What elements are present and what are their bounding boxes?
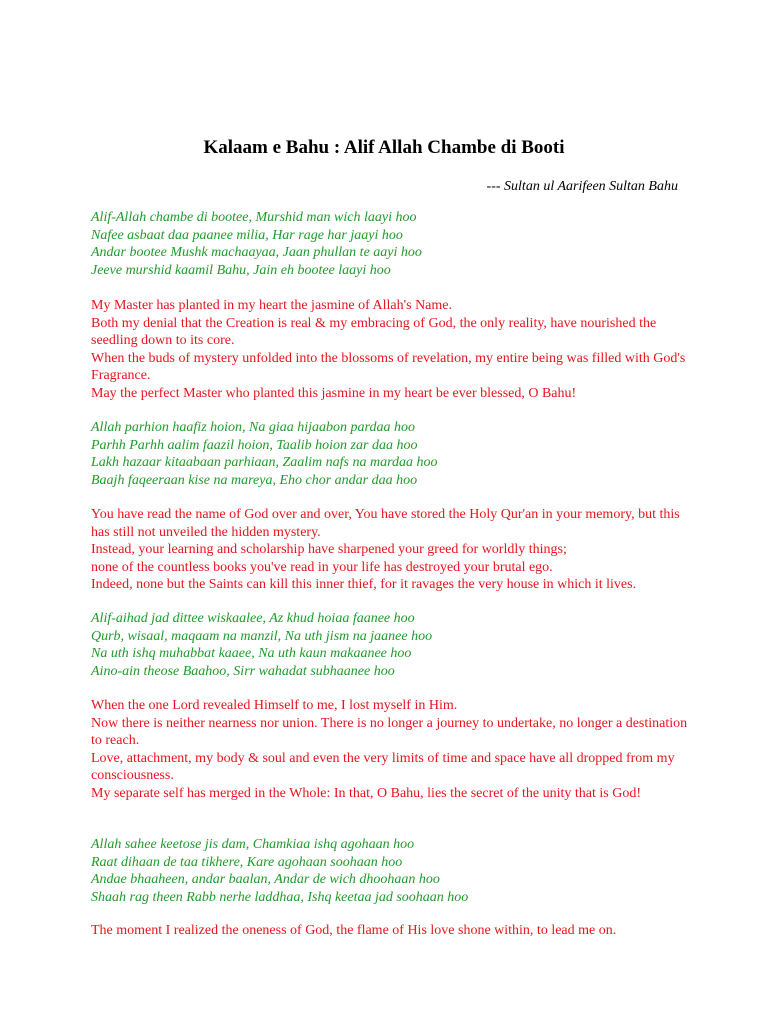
page-title: Kalaam e Bahu : Alif Allah Chambe di Booti — [203, 137, 565, 158]
translation-line: The moment I realized the oneness of God, the flame of His love shone within, to lead me on. — [91, 923, 617, 938]
verse-line: Allah sahee keetose jis dam, Chamkiaa ishq agohaan hoo — [91, 837, 415, 852]
verse-line: Nafee asbaat daa paanee milia, Har rage har jaayi hoo — [91, 227, 403, 243]
translation-paragraph-4 — [91, 922, 691, 940]
translation-line: May the perfect Master who planted this jasmine in my heart be ever blessed, O Bahu! — [91, 385, 577, 401]
verse-stanza-1 — [91, 209, 691, 279]
translation-paragraph-1 — [91, 297, 691, 402]
translation-line: My separate self has merged in the Whole: In that, O Bahu, lies the secret of the unity that is God! — [91, 785, 642, 801]
verse-stanza-3 — [91, 610, 691, 680]
translation-line: none of the countless books you've read in your life has destroyed your brutal ego. — [91, 559, 553, 575]
verse-line: Alif-Allah chambe di bootee, Murshid man wich laayi hoo — [91, 210, 417, 225]
verse-line: Jeeve murshid kaamil Bahu, Jain eh bootee laayi hoo — [91, 262, 391, 278]
verse-line: Shaah rag theen Rabb nerhe laddhaa, Ishq keetaa jad soohaan hoo — [91, 889, 469, 905]
verse-line: Na uth ishq muhabbat kaaee, Na uth kaun makaanee hoo — [91, 646, 412, 661]
verse-line: Andar bootee Mushk machaayaa, Jaan phullan te aayi hoo — [91, 245, 422, 260]
verse-line: Raat dihaan de taa tikhere, Kare agohaan soohaan hoo — [91, 854, 403, 870]
translation-line: Love, attachment, my body & soul and even the very limits of time and space have all dropped from my consciousness. — [91, 750, 675, 783]
translation-line: Both my denial that the Creation is real & my embracing of God, the only reality, have nourished the seedling down to its core. — [91, 315, 657, 348]
verse-line: Alif-aihad jad dittee wiskaalee, Az khud hoiaa faanee hoo — [91, 611, 415, 626]
verse-line: Andae bhaaheen, andar baalan, Andar de wich dhoohaan hoo — [91, 872, 440, 887]
verse-line: Allah parhion haafiz hoion, Na giaa hijaabon pardaa hoo — [91, 420, 415, 435]
translation-line: You have read the name of God over and over, You have stored the Holy Qur'an in your memory, but this has still not unveiled the hidden mystery. — [91, 507, 680, 540]
translation-paragraph-3 — [91, 697, 691, 802]
verse-line: Baajh faqeeraan kise na mareya, Eho chor andar daa hoo — [91, 472, 418, 488]
translation-line: My Master has planted in my heart the jasmine of Allah's Name. — [91, 298, 452, 313]
translation-paragraph-2 — [91, 506, 691, 594]
verse-line: Qurb, wisaal, maqaam na manzil, Na uth jism na jaanee hoo — [91, 628, 433, 644]
verse-line: Lakh hazaar kitaabaan parhiaan, Zaalim nafs na mardaa hoo — [91, 455, 438, 470]
verse-line: Aino-ain theose Baahoo, Sirr wahadat subhaanee hoo — [91, 663, 395, 679]
translation-line: Indeed, none but the Saints can kill this inner thief, for it ravages the very house in which it lives. — [91, 577, 637, 592]
translation-line: Instead, your learning and scholarship have sharpened your greed for worldly things; — [91, 542, 567, 557]
translation-line: When the one Lord revealed Himself to me, I lost myself in Him. — [91, 698, 458, 713]
translation-line: When the buds of mystery unfolded into the blossoms of revelation, my entire being was filled with God's Fragrance. — [91, 350, 686, 383]
translation-line: Now there is neither nearness nor union. There is no longer a journey to undertake, no longer a destination to reach. — [91, 715, 688, 748]
verse-line: Parhh Parhh aalim faazil hoion, Taalib hoion zar daa hoo — [91, 437, 418, 453]
author-attribution: --- Sultan ul Aarifeen Sultan Bahu — [486, 179, 678, 194]
verse-stanza-2 — [91, 419, 691, 489]
verse-stanza-4 — [91, 836, 691, 906]
